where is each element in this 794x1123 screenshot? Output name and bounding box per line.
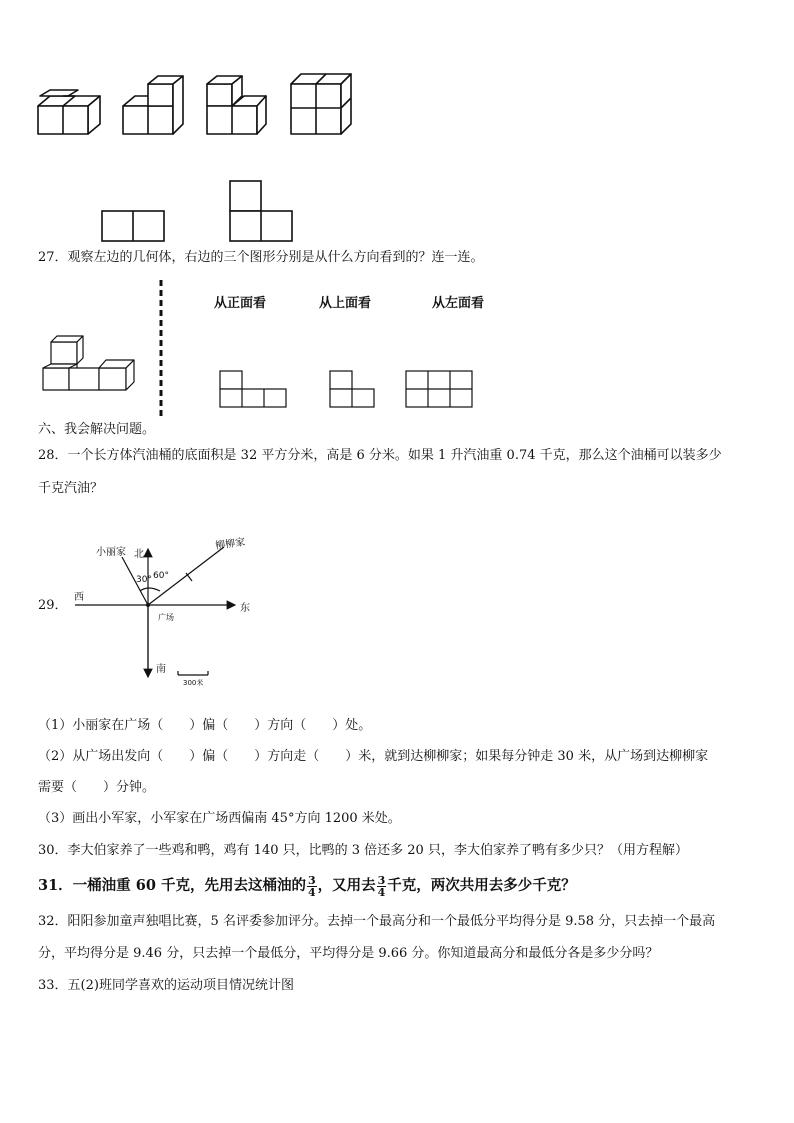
label-scale: 300米 bbox=[183, 679, 204, 687]
question-32-line1: 32．阳阳参加童声独唱比赛，5 名评委参加评分。去掉一个最高分和一个最低分平均得分是 9.58 分，只去掉一个最高 bbox=[38, 914, 716, 929]
angle-arc bbox=[140, 588, 160, 591]
label-center: 广场 bbox=[158, 613, 174, 622]
question-29-number: 29． bbox=[38, 598, 68, 613]
label-top-view: 从上面看 bbox=[319, 296, 372, 311]
view-shape-b bbox=[330, 371, 374, 407]
question-29-sub2-line1: （2）从广场出发向（ ）偏（ ）方向走（ ）米，就到达柳柳家；如果每分钟走 30 米，从广场到达柳柳家 bbox=[38, 749, 709, 764]
view-shape-c bbox=[406, 371, 472, 407]
cube-solid-2 bbox=[123, 76, 183, 134]
question-29-sub2-line2: 需要（ ）分钟。 bbox=[38, 780, 156, 795]
cube-solid-1 bbox=[38, 90, 100, 134]
question-31-text bbox=[38, 873, 576, 899]
flat-view-l-shape bbox=[230, 181, 292, 241]
question-30-text: 30．李大伯家养了一些鸡和鸭，鸡有 140 只，比鸭的 3 倍还多 20 只，李大伯家养了鸭有多少只？（用方程解） bbox=[38, 843, 688, 858]
question-29-sub1: （1）小丽家在广场（ ）偏（ ）方向（ ）处。 bbox=[38, 718, 372, 733]
q27-cube-solid bbox=[43, 336, 134, 390]
question-32-line2: 分，平均得分是 9.46 分，只去掉一个最低分，平均得分是 9.66 分。你知道最高分和最低分各是多少分吗？ bbox=[38, 946, 659, 961]
label-east: 东 bbox=[240, 603, 250, 614]
label-xiaoli-home: 小丽家 bbox=[96, 547, 126, 558]
cube-solid-3 bbox=[207, 76, 266, 134]
fraction-three-quarters-2: $\frac{3}{4}$ bbox=[377, 873, 386, 899]
label-liuliu-home: 柳柳家 bbox=[214, 536, 246, 553]
flat-view-two-squares bbox=[102, 211, 164, 241]
q27-figure bbox=[0, 278, 794, 438]
label-north: 北 bbox=[134, 549, 144, 560]
label-angle-30: 30° bbox=[136, 575, 152, 585]
label-south: 南 bbox=[156, 664, 166, 675]
q31-part1: 31．一桶油重 60 千克，先用去这桶油的 bbox=[38, 877, 306, 894]
view-shape-a bbox=[220, 371, 286, 407]
label-angle-60: 60° bbox=[153, 571, 169, 581]
section-6-heading: 六、我会解决问题。 bbox=[38, 422, 156, 437]
q31-part2: ，又用去 bbox=[317, 877, 376, 894]
q31-part3: 千克，两次共用去多少千克？ bbox=[387, 877, 576, 894]
cube-solid-4 bbox=[291, 74, 351, 134]
fraction-three-quarters-1: $\frac{3}{4}$ bbox=[307, 873, 316, 899]
cube-solids-figure bbox=[0, 0, 794, 140]
question-28-line2: 千克汽油？ bbox=[38, 481, 104, 496]
question-28-line1: 28．一个长方体汽油桶的底面积是 32 平方分米，高是 6 分米。如果 1 升汽油重 0.74 千克，那么这个油桶可以装多少 bbox=[38, 448, 722, 463]
label-left-view: 从左面看 bbox=[432, 296, 485, 311]
label-west: 西 bbox=[74, 592, 84, 603]
question-33-text: 33．五(2)班同学喜欢的运动项目情况统计图 bbox=[38, 978, 294, 993]
flat-views-figure bbox=[0, 176, 794, 246]
label-front-view: 从正面看 bbox=[214, 296, 267, 311]
question-29-sub3: （3）画出小军家，小军家在广场西偏南 45°方向 1200 米处。 bbox=[38, 811, 401, 826]
question-27-text: 27．观察左边的几何体，右边的三个图形分别是从什么方向看到的？连一连。 bbox=[38, 250, 484, 265]
